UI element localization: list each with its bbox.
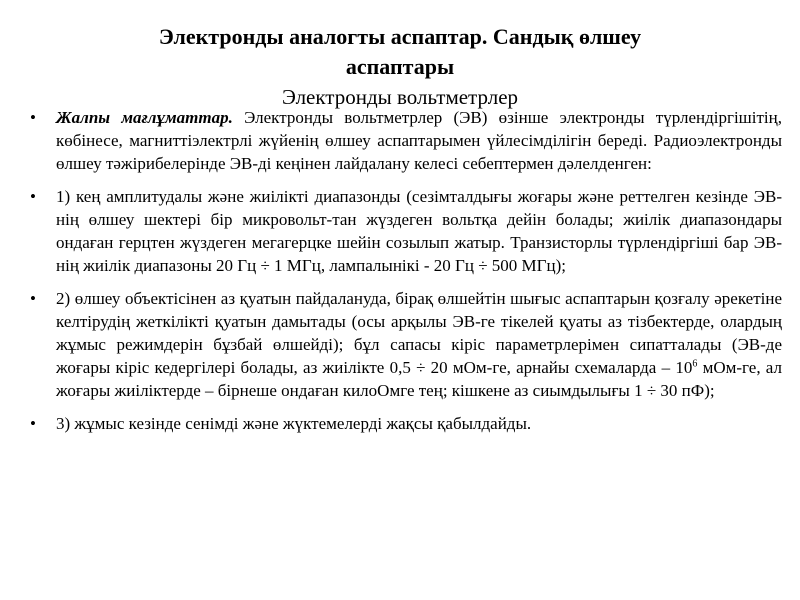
lead-heading: Жалпы мағлұматтар. xyxy=(56,108,233,127)
paragraph-text: мОм-ге, ал жоғары жиіліктерде – бірнеше ондаған килоОмге тең; кішкене аз сиымдылығы 1 ÷ 30 пФ); xyxy=(56,358,782,400)
slide-title-line-1: Электронды аналогты аспаптар. Сандық өлшеу xyxy=(158,24,642,49)
slide-title-line-2: аспаптары xyxy=(345,54,455,79)
paragraph-text: 1) кең амплитудалы және жиілікті диапазонды (сезімталдығы жоғары және реттелген кезінде ЭВ-нің өлшеу шектері бір микровольт-тан жүздеген вольтқа дейін болады; жиілік диапазондары ондаған герцтен жүздеген мегагерцке шейін созылып жатыр. Транзисторлы түрлендіргіші бар ЭВ-нің жиілік диапазоны 20 Гц ÷ 1 МГц, лампалынікі - 20 Гц ÷ 500 МГц); xyxy=(56,187,782,275)
bullet-marker: • xyxy=(30,108,36,127)
bullet-list xyxy=(30,106,782,445)
bullet-item-general-info xyxy=(30,106,782,175)
paragraph-text: Электронды вольтметрлер (ЭВ) өзінше электронды түрлендіргішітің, көбінесе, магниттіэлектрлі жүйенің өлшеу аспаптарымен үйлесімділігін береді. Радиоэлектронды өлшеу тәжірибелерінде ЭВ-ді кеңінен лайдалану келесі себептермен дәлелденген: xyxy=(56,108,782,173)
slide-subtitle: Электронды вольтметрлер xyxy=(281,85,519,109)
exponent: 6 xyxy=(692,358,698,370)
bullet-marker: • xyxy=(30,414,36,433)
bullet-item-2 xyxy=(30,287,782,402)
paragraph-text: 3) жұмыс кезінде сенімді және жүктемелерді жақсы қабылдайды. xyxy=(56,414,532,433)
bullet-marker: • xyxy=(30,187,36,206)
bullet-item-1 xyxy=(30,185,782,277)
paragraph-text: 2) өлшеу объектісінен аз қуатын пайдалануда, бірақ өлшейтін шығыс аспаптарын қозғалу әрекетіне келтірудің жеткілікті қуатын дамытады (осы арқылы ЭВ-ге тікелей қуаты аз тізбектерде, олардың жұмыс режимдерін бұзбай өлшейді); бұл сапасы кіріс параметрлерімен сипатталады (ЭВ-де жоғары кіріс кедергілері болады, аз жиілікте 0,5 ÷ 20 мОм-ге, арнайы схемаларда – 10 xyxy=(56,289,782,377)
bullet-item-3 xyxy=(30,412,782,435)
slide-title xyxy=(0,22,800,82)
bullet-marker: • xyxy=(30,289,36,308)
